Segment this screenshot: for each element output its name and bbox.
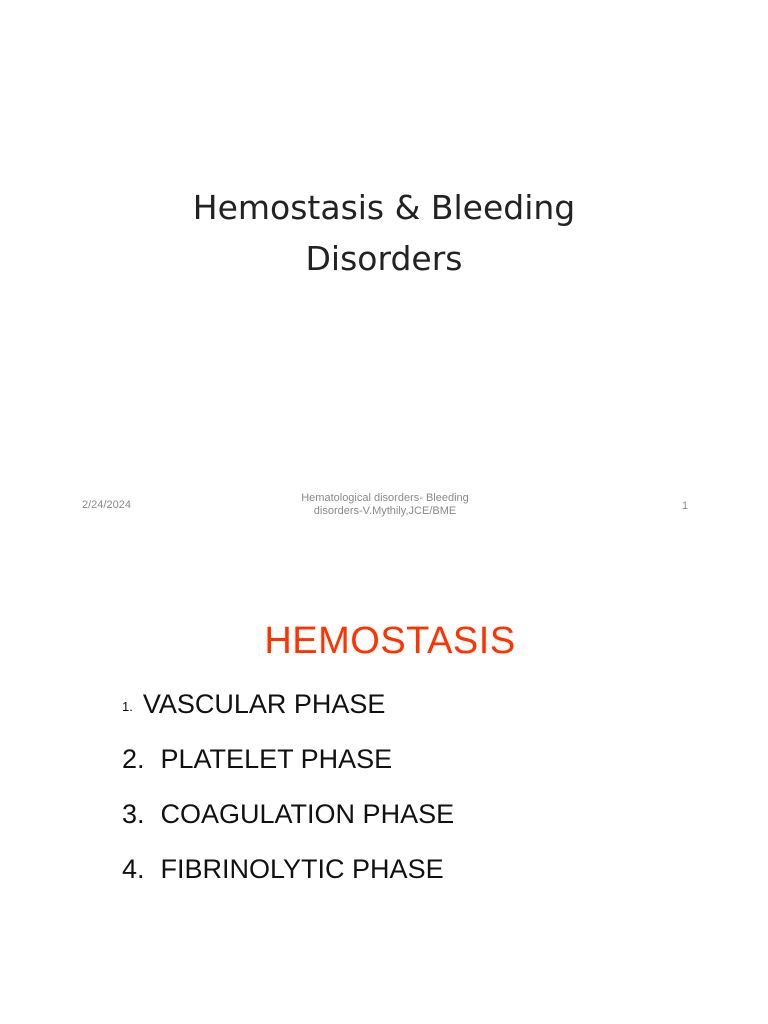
list-item	[122, 741, 454, 796]
phase-list	[122, 686, 454, 906]
list-item-number: 3.	[122, 799, 145, 829]
list-item	[122, 796, 454, 851]
footer-page-number: 1	[682, 500, 689, 512]
footer-date: 2/24/2024	[82, 499, 131, 511]
list-item-label: COAGULATION PHASE	[160, 799, 455, 829]
title-line-1: Hemostasis & Bleeding	[192, 188, 576, 227]
list-item-label: FIBRINOLYTIC PHASE	[160, 854, 444, 884]
footer-caption-line-1: Hematological disorders- Bleeding	[301, 492, 469, 504]
list-item-number: 1.	[122, 699, 133, 714]
list-item-number: 4.	[122, 854, 145, 884]
list-item	[122, 686, 454, 741]
list-item-label: VASCULAR PHASE	[142, 689, 386, 719]
hemostasis-heading: HEMOSTASIS	[264, 620, 516, 662]
list-item-label: PLATELET PHASE	[160, 744, 393, 774]
footer-caption	[260, 492, 510, 518]
title-line-2: Disorders	[305, 239, 463, 278]
slide-title-heading	[0, 182, 768, 284]
slide-hemostasis	[0, 560, 768, 1024]
footer-caption-line-2: disorders-V.Mythily,JCE/BME	[313, 505, 457, 517]
list-item-number: 2.	[122, 744, 145, 774]
list-item	[122, 851, 454, 906]
